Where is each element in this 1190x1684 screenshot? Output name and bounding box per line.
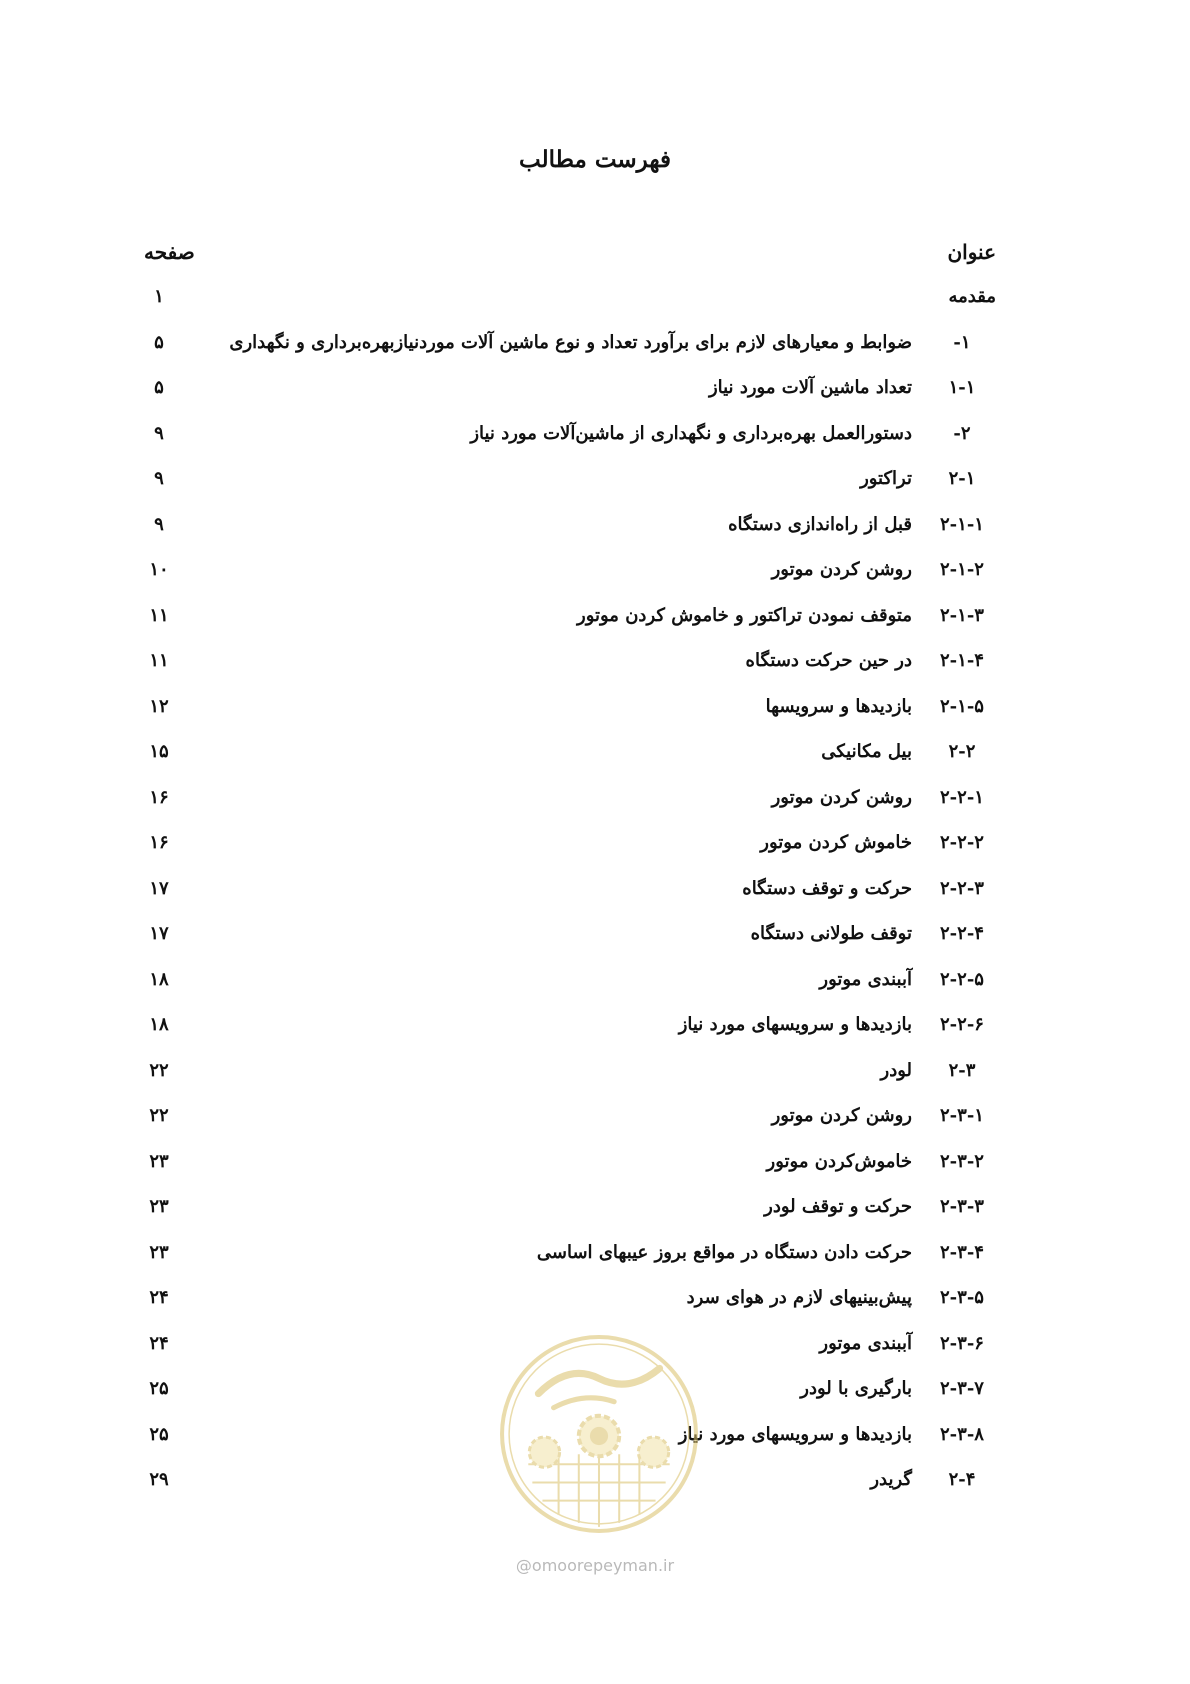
- toc-section-title: آببندی موتور: [819, 968, 912, 990]
- toc-row: [144, 423, 996, 469]
- toc-section-number: ۲-۳-۲: [940, 1150, 984, 1172]
- toc-page-number: ۱۱: [149, 650, 169, 671]
- toc-section-title: قبل از راه‌اندازی دستگاه: [728, 513, 912, 535]
- toc-page-number: ۲۵: [149, 1378, 169, 1399]
- toc-row: [144, 832, 996, 878]
- toc-section-title: تراکتور: [860, 468, 912, 489]
- toc-section-number: ۲-۲-۳: [940, 877, 984, 899]
- page-title: فهرست مطالب: [519, 146, 671, 173]
- toc-row: [144, 1242, 996, 1288]
- toc-page-number: ۹: [154, 422, 164, 444]
- toc-section-number: ۲-۳-۸: [940, 1423, 984, 1445]
- toc-page-number: ۲۴: [149, 1332, 169, 1354]
- toc-row: [144, 514, 996, 560]
- toc-section-title: حرکت دادن دستگاه در مواقع بروز عیبهای اساسی: [536, 1241, 912, 1263]
- toc-section-number: ۲-: [953, 422, 971, 444]
- toc-section-title: ضوابط و معیارهای لازم برای برآورد تعداد و نوع ماشین آلات موردنیازبهره‌برداری و نگهداری: [229, 331, 912, 353]
- toc-section-title: پیش‌بینیهای لازم در هوای سرد: [686, 1287, 912, 1308]
- watermark-site-text: @omoorepeyman.ir: [515, 1556, 675, 1575]
- toc-page-number: ۲۹: [149, 1469, 169, 1490]
- toc-row: [144, 559, 996, 605]
- toc-row: [144, 650, 996, 696]
- toc-page-number: ۱۰: [149, 559, 169, 580]
- toc-section-number: ۲-۲-۴: [940, 923, 984, 944]
- toc-section-number: ۲-۲-۲: [940, 832, 984, 853]
- toc-page-number: ۲۲: [149, 1059, 169, 1081]
- toc-page-number: ۱۸: [149, 968, 169, 990]
- toc-row: [144, 1287, 996, 1333]
- toc-section-number: ۲-۱-۲: [940, 559, 984, 580]
- toc-page-number: ۲۵: [149, 1423, 169, 1445]
- toc-section-title: بیل مکانیکی: [821, 741, 912, 762]
- toc-section-number: ۲-۱-۴: [940, 650, 984, 671]
- toc-section-title: دستورالعمل بهره‌برداری و نگهداری از ماشین‌آلات مورد نیاز: [470, 422, 912, 444]
- table-of-contents: [144, 286, 996, 1515]
- toc-row: [144, 286, 996, 332]
- toc-page-number: ۱: [154, 286, 164, 307]
- toc-section-title: مقدمه: [948, 286, 996, 307]
- toc-row: [144, 1196, 996, 1242]
- toc-section-number: ۲-۱: [948, 468, 976, 489]
- toc-row: [144, 1151, 996, 1197]
- omoore-peyman-logo-icon: [498, 1333, 700, 1535]
- toc-row: [144, 605, 996, 651]
- toc-row: [144, 1060, 996, 1106]
- toc-page-number: ۱۷: [149, 877, 169, 899]
- toc-page-number: ۲۳: [149, 1196, 169, 1217]
- toc-page-number: ۵: [154, 377, 164, 398]
- toc-section-number: ۲-۳-۷: [940, 1378, 984, 1399]
- toc-section-number: ۲-۲-۵: [940, 968, 984, 990]
- toc-section-number: ۲-۱-۳: [940, 604, 984, 626]
- toc-section-number: ۲-۲-۱: [940, 786, 984, 808]
- toc-row: [144, 468, 996, 514]
- toc-section-title: بازدیدها و سرویسهای مورد نیاز: [678, 1014, 912, 1035]
- toc-page-number: ۱۱: [149, 604, 169, 626]
- toc-section-title: حرکت و توقف لودر: [764, 1196, 912, 1217]
- toc-section-number: ۲-۳-۱: [940, 1105, 984, 1126]
- toc-section-number: ۲-۲-۶: [940, 1014, 984, 1035]
- toc-page-number: ۹: [154, 468, 164, 489]
- toc-section-title: در حین حرکت دستگاه: [745, 650, 912, 671]
- toc-page-number: ۱۷: [149, 923, 169, 944]
- toc-section-title: روشن کردن موتور: [771, 559, 912, 580]
- toc-row: [144, 741, 996, 787]
- toc-page-number: ۲۲: [149, 1105, 169, 1126]
- toc-page-number: ۲۳: [149, 1241, 169, 1263]
- toc-page-number: ۹: [154, 513, 164, 535]
- toc-section-title: حرکت و توقف دستگاه: [742, 877, 912, 899]
- toc-section-number: ۲-۳-۳: [940, 1196, 984, 1217]
- toc-section-number: ۲-۴: [948, 1469, 976, 1490]
- toc-section-title: خاموش کردن موتور: [760, 832, 912, 853]
- toc-section-number: ۲-۱-۵: [940, 695, 984, 717]
- toc-row: [144, 1105, 996, 1151]
- toc-row: [144, 332, 996, 378]
- toc-section-title: توقف طولانی دستگاه: [750, 923, 912, 944]
- toc-section-title: گریدر: [870, 1469, 912, 1490]
- toc-row: [144, 696, 996, 742]
- toc-section-title: روشن کردن موتور: [771, 1105, 912, 1126]
- toc-row: [144, 923, 996, 969]
- toc-section-title: روشن کردن موتور: [771, 786, 912, 808]
- toc-page-number: ۱۶: [149, 832, 169, 853]
- toc-section-title: بازدیدها و سرویسهای مورد نیاز: [678, 1423, 912, 1445]
- title-column-header: عنوان: [947, 240, 996, 264]
- toc-section-number: ۱-: [953, 331, 971, 353]
- toc-row: [144, 1014, 996, 1060]
- toc-section-number: ۲-۳-۴: [940, 1241, 984, 1263]
- toc-section-number: ۲-۳: [948, 1059, 976, 1081]
- toc-section-title: تعداد ماشین آلات مورد نیاز: [708, 377, 912, 398]
- toc-page-number: ۱۶: [149, 786, 169, 808]
- toc-section-title: لودر: [880, 1059, 912, 1081]
- toc-section-number: ۲-۲: [948, 741, 976, 762]
- toc-section-title: متوقف نمودن تراکتور و خاموش کردن موتور: [577, 604, 912, 626]
- toc-section-number: ۲-۳-۶: [940, 1332, 984, 1354]
- toc-row: [144, 969, 996, 1015]
- toc-section-number: ۱-۱: [948, 377, 976, 398]
- toc-page-number: ۲۳: [149, 1150, 169, 1172]
- toc-page-number: ۵: [154, 331, 164, 353]
- toc-section-number: ۲-۳-۵: [940, 1287, 984, 1308]
- toc-section-title: بازدیدها و سرویسها: [765, 695, 912, 717]
- toc-row: [144, 377, 996, 423]
- toc-section-title: آببندی موتور: [819, 1332, 912, 1354]
- toc-page-number: ۱۲: [149, 695, 169, 717]
- toc-header: [144, 240, 996, 274]
- toc-row: [144, 878, 996, 924]
- toc-page-number: ۱۵: [149, 741, 169, 762]
- toc-page-number: ۲۴: [149, 1287, 169, 1308]
- toc-section-title: بارگیری با لودر: [800, 1378, 912, 1399]
- page-column-header: صفحه: [144, 240, 195, 264]
- toc-section-title: خاموش‌کردن موتور: [766, 1150, 912, 1172]
- toc-section-number: ۲-۱-۱: [940, 513, 984, 535]
- toc-row: [144, 787, 996, 833]
- toc-page-number: ۱۸: [149, 1014, 169, 1035]
